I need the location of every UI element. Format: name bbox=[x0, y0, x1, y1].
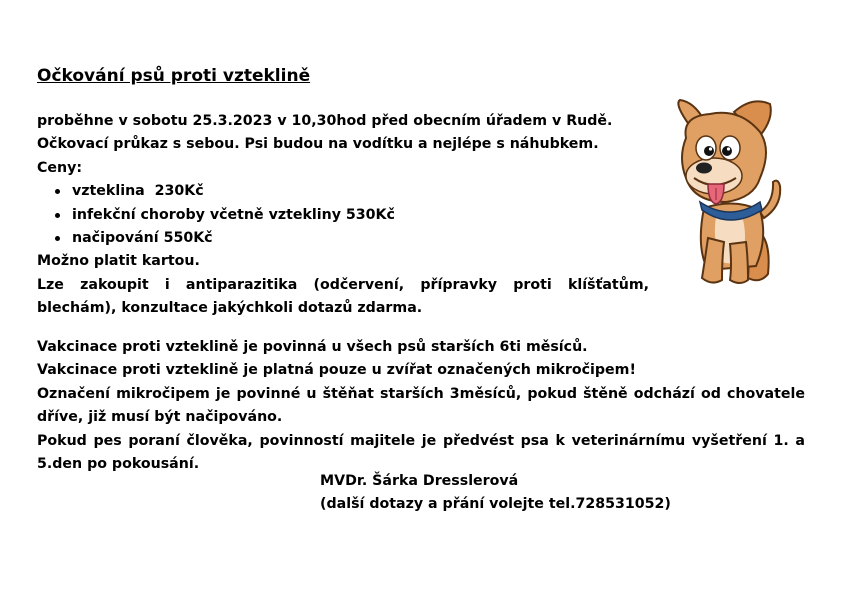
info-microchip: Označení mikročipem je povinné u štěňat starších 3měsíců, pokud štěně odchází od chovatele dříve, již musí být načipováno. bbox=[37, 385, 805, 426]
info-bite: Pokud pes poraní člověka, povinností majitele je předvést psa k veterinárnímu vyšetření 1. a 5.den po pokousání. bbox=[37, 432, 805, 473]
requirements-line: Očkovací průkaz s sebou. Psi budou na vodítku a nejlépe s náhubkem. bbox=[37, 136, 599, 153]
cartoon-dog-icon bbox=[664, 98, 790, 288]
vet-contact: (další dotazy a přání volejte tel.728531052) bbox=[320, 496, 671, 513]
price-item-infectious: infekční choroby včetně vztekliny 530Kč bbox=[72, 204, 649, 227]
price-list bbox=[37, 180, 649, 250]
info-mandatory: Vakcinace proti vzteklině je povinná u všech psů starších 6ti měsíců. bbox=[37, 339, 588, 355]
info-section bbox=[37, 336, 805, 476]
signature-block bbox=[320, 470, 671, 517]
prices-label: Ceny: bbox=[37, 159, 83, 176]
card-payment-note: Možno platit kartou. bbox=[37, 253, 200, 270]
event-date-line: proběhne v sobotu 25.3.2023 v 10,30hod před obecním úřadem v Rudě. bbox=[37, 113, 613, 129]
price-item-microchip: načipování 550Kč bbox=[72, 227, 649, 250]
info-validity: Vakcinace proti vzteklině je platná pouze u zvířat označených mikročipem! bbox=[37, 362, 636, 379]
price-item-rabies: vzteklina 230Kč bbox=[72, 180, 649, 203]
intro-section bbox=[37, 110, 649, 321]
page-title: Očkování psů proti vzteklině bbox=[37, 66, 311, 86]
vet-name: MVDr. Šárka Dresslerová bbox=[320, 473, 519, 489]
antiparasitics-note: Lze zakoupit i antiparazitika (odčervení, přípravky proti klíšťatům, blechám), konzultace jakýchkoli dotazů zdarma. bbox=[37, 276, 649, 317]
